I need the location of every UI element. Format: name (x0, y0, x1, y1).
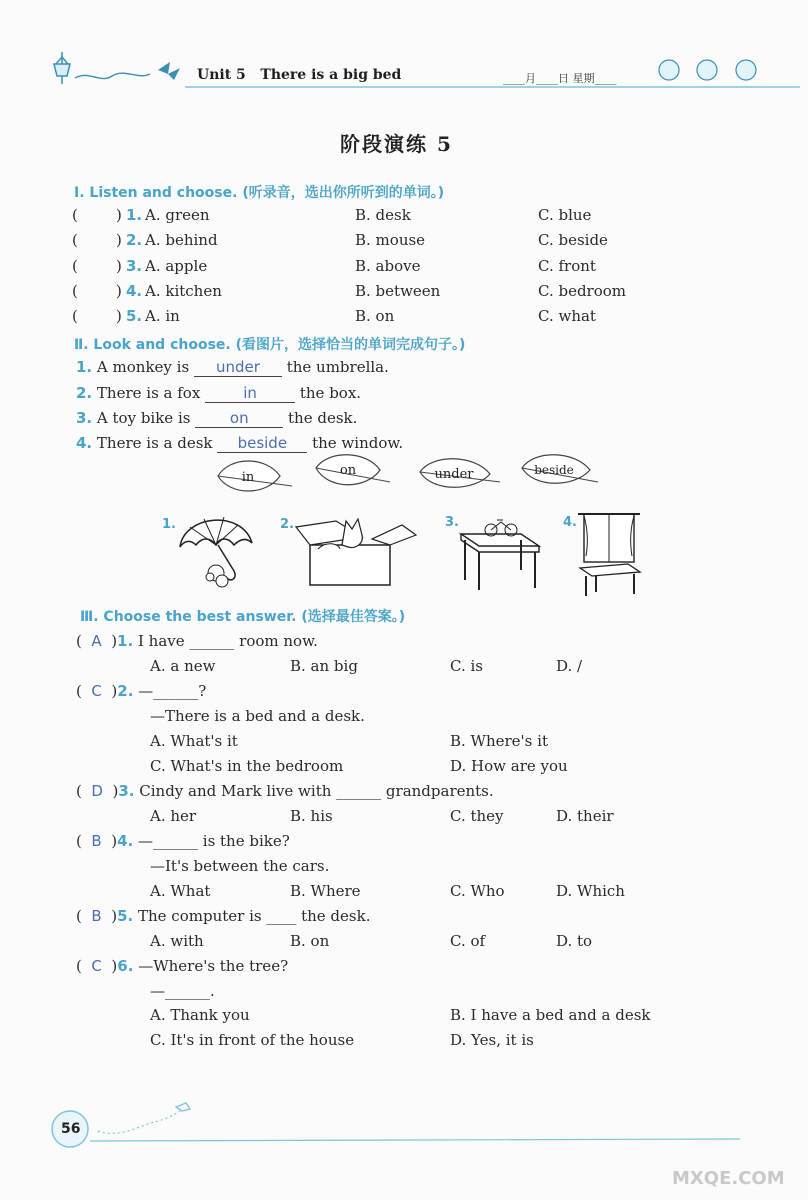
answer-paren[interactable]: ( ) (72, 257, 122, 275)
option: A. a new (150, 657, 216, 675)
lamp-icon (54, 52, 70, 84)
sentence-pre: There is a fox (96, 384, 201, 402)
page-title: 阶段演练 5 (340, 132, 453, 156)
answer-letter: C (91, 957, 102, 975)
leaf-in[interactable] (218, 461, 292, 491)
answer-letter: A (91, 632, 102, 650)
option: A. What's it (150, 732, 238, 750)
picture-number: 4. (563, 515, 577, 530)
question-text: —Where's the tree? (138, 957, 289, 975)
question-2-reply: —There is a bed and a desk. (150, 707, 365, 725)
watermark-text: MXQE.COM (672, 1168, 785, 1189)
option-b: B. mouse (355, 231, 426, 249)
leaf-on[interactable] (316, 455, 390, 485)
question-1 (76, 632, 318, 650)
answer-blank[interactable]: in (205, 384, 295, 403)
section1-heading: Ⅰ. Listen and choose. (听录音，选出你所听到的单词。) (74, 185, 445, 201)
item-number: 3. (76, 409, 93, 427)
section3-heading: Ⅲ. Choose the best answer. (选择最佳答案。) (80, 609, 406, 625)
question-5 (76, 907, 370, 925)
fox-box-picture (292, 505, 418, 587)
option-a: A. behind (145, 231, 218, 249)
option: B. on (290, 932, 330, 950)
bike-desk-picture (455, 510, 545, 592)
answer-paren[interactable]: ( ) (72, 231, 122, 249)
item-number: 4. (117, 832, 134, 850)
answer-paren[interactable]: ( C ) (76, 682, 118, 700)
question-4 (76, 832, 290, 850)
item-number: 4. (76, 434, 93, 452)
option: B. Where's it (450, 732, 548, 750)
option-a: A. kitchen (145, 282, 222, 300)
answer-paren[interactable]: ( D ) (76, 782, 119, 800)
list-item (76, 409, 357, 428)
section2-heading: Ⅱ. Look and choose. (看图片，选择恰当的单词完成句子。) (74, 337, 466, 353)
answer-letter: D (91, 782, 103, 800)
sentence-post: the desk. (288, 409, 358, 427)
item-number: 3. (126, 257, 143, 275)
option: A. her (150, 807, 197, 825)
question-text: The computer is ____ the desk. (138, 907, 371, 925)
item-number: 3. (118, 782, 135, 800)
option-c: C. beside (538, 231, 608, 249)
sentence-post: the umbrella. (286, 358, 389, 376)
answer-paren[interactable]: ( ) (72, 282, 122, 300)
item-number: 5. (126, 307, 143, 325)
option-a: A. apple (145, 257, 208, 275)
item-number: 4. (126, 282, 143, 300)
item-number: 2. (126, 231, 143, 249)
footer-decoration (40, 1095, 808, 1155)
bird-icon (176, 1103, 190, 1111)
footer-rule (90, 1139, 740, 1141)
option: A. What (150, 882, 211, 900)
option: D. Which (556, 882, 625, 900)
option: A. with (150, 932, 204, 950)
answer-paren[interactable]: ( B ) (76, 907, 118, 925)
answer-letter: C (91, 682, 102, 700)
answer-blank[interactable]: on (195, 409, 283, 428)
leaf-label: on (339, 463, 357, 478)
sentence-pre: A monkey is (96, 358, 190, 376)
answer-paren[interactable]: ( A ) (76, 632, 118, 650)
swirl-line (75, 73, 150, 78)
option: D. to (556, 932, 593, 950)
option: B. I have a bed and a desk (450, 1006, 651, 1024)
smiley-face-icons (659, 60, 756, 80)
leaf-label: under (434, 467, 474, 482)
option: D. How are you (450, 757, 568, 775)
list-item (76, 384, 361, 403)
answer-letter: B (91, 907, 102, 925)
item-number: 1. (117, 632, 134, 650)
answer-letter: B (91, 832, 102, 850)
option: B. an big (290, 657, 358, 675)
option: C. of (450, 932, 486, 950)
answer-paren[interactable]: ( B ) (76, 832, 118, 850)
question-text: —______ is the bike? (138, 832, 290, 850)
item-number: 2. (117, 682, 134, 700)
item-number: 1. (76, 358, 93, 376)
option: C. What's in the bedroom (150, 757, 344, 775)
picture-number: 3. (445, 515, 459, 530)
umbrella-monkey-picture (176, 505, 256, 590)
picture-number: 2. (280, 517, 294, 532)
option: C. Who (450, 882, 505, 900)
header-decoration (0, 40, 808, 100)
leaf-under[interactable] (420, 459, 500, 488)
answer-blank[interactable]: under (194, 358, 282, 377)
item-number: 1. (126, 206, 143, 224)
option: A. Thank you (150, 1006, 250, 1024)
item-number: 6. (117, 957, 134, 975)
option-c: C. what (538, 307, 596, 325)
question-text: Cindy and Mark live with ______ grandparents. (139, 782, 494, 800)
list-item (76, 434, 403, 453)
option-b: B. desk (355, 206, 411, 224)
item-number: 2. (76, 384, 93, 402)
option: D. their (556, 807, 614, 825)
sentence-post: the window. (312, 434, 404, 452)
option: C. is (450, 657, 483, 675)
option: B. his (290, 807, 333, 825)
leaf-beside[interactable] (522, 455, 598, 484)
answer-paren[interactable]: ( C ) (76, 957, 118, 975)
item-number: 5. (117, 907, 134, 925)
option: C. they (450, 807, 504, 825)
word-leaves (210, 452, 600, 502)
picture-number: 1. (162, 517, 176, 532)
option-a: A. green (145, 206, 210, 224)
option-b: B. on (355, 307, 395, 325)
option: B. Where (290, 882, 361, 900)
sentence-post: the box. (299, 384, 362, 402)
question-6 (76, 957, 288, 975)
leaf-label: beside (534, 463, 574, 477)
question-text: I have ______ room now. (137, 632, 318, 650)
question-2 (76, 682, 206, 700)
date-line: ____月____日 星期____ (503, 72, 617, 85)
option-c: C. blue (538, 206, 592, 224)
option: C. It's in front of the house (150, 1031, 355, 1049)
option-b: B. above (355, 257, 421, 275)
answer-blank[interactable]: beside (217, 434, 307, 453)
option: D. Yes, it is (450, 1031, 534, 1049)
option-c: C. front (538, 257, 596, 275)
option-c: C. bedroom (538, 282, 627, 300)
question-4-reply: —It's between the cars. (150, 857, 330, 875)
option-a: A. in (145, 307, 180, 325)
unit-title: Unit 5 There is a big bed (197, 67, 402, 83)
leaf-label: in (241, 470, 255, 485)
option: D. / (556, 657, 583, 675)
page-number: 56 (61, 1121, 81, 1137)
sentence-pre: There is a desk (96, 434, 213, 452)
option-b: B. between (355, 282, 441, 300)
answer-paren[interactable]: ( ) (72, 307, 122, 325)
dotted-trail (98, 1111, 180, 1133)
question-6-reply: —______. (150, 982, 215, 1000)
question-3 (76, 782, 494, 800)
sentence-pre: A toy bike is (96, 409, 191, 427)
desk-window-picture (574, 510, 646, 598)
question-text: —______? (138, 682, 207, 700)
answer-paren[interactable]: ( ) (72, 206, 122, 224)
butterfly-icon (158, 62, 180, 80)
list-item (76, 358, 389, 377)
